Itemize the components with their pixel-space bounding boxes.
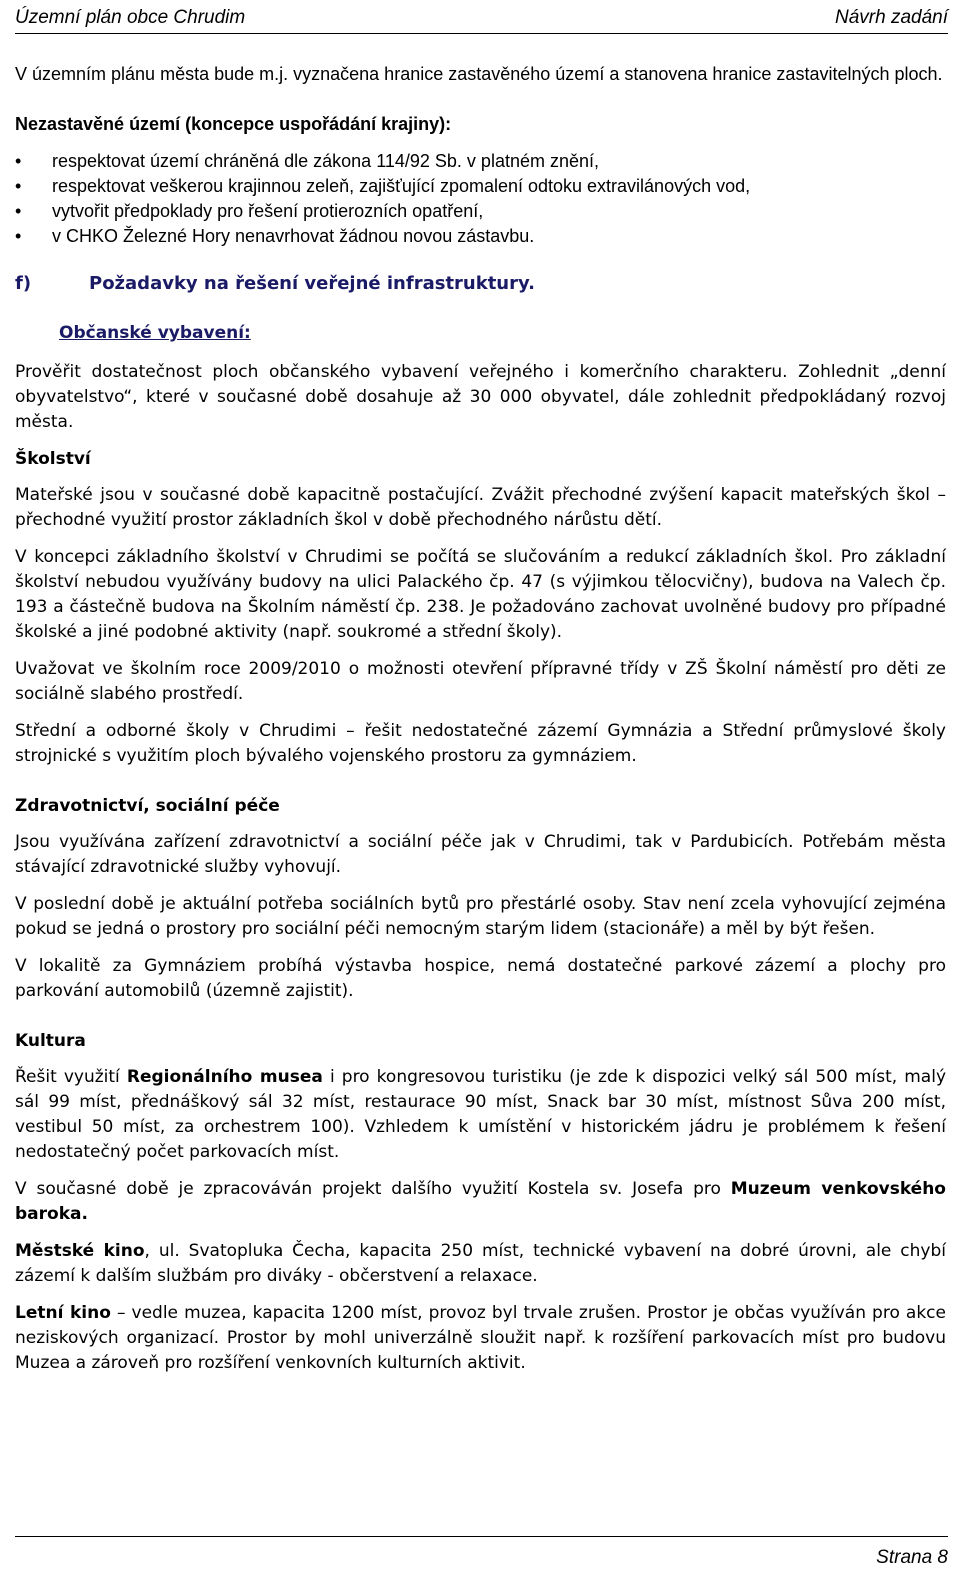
section-number: f) <box>15 273 32 294</box>
nezastavene-list <box>15 149 946 249</box>
kultura-heading: Kultura <box>15 1031 86 1051</box>
skolstvi-paragraph-1: Mateřské jsou v současné době kapacitně postačující. Zvážit přechodné zvýšení kapacit mateřských škol – přechodné využití prostor základních škol v době přechodného nárůstu dětí. <box>15 485 946 530</box>
mestske-kino-bold: Městské kino <box>15 1241 145 1261</box>
skolstvi-paragraph-2: V koncepci základního školství v Chrudimi se počítá se slučováním a redukcí základních škol. Pro základní školství nebudou využívány budovy na ulici Palackého čp. 47 (s výjimkou tělocvičny), budova na Valech čp. 193 a částečně budova na Školním náměstí čp. 238. Je požadováno zachovat uvolněné budovy pro případné školské a jiné podobné aktivity (např. soukromé a střední školy). <box>15 547 946 642</box>
section-title: Požadavky na řešení veřejné infrastruktury. <box>89 273 535 294</box>
zdravotnictvi-paragraph-3: V lokalitě za Gymnáziem probíhá výstavba hospice, nemá dostatečné parkové zázemí a plochy pro parkování automobilů (územně zajistit). <box>15 956 946 1001</box>
nezastavene-heading: Nezastavěné území (koncepce uspořádání krajiny): <box>15 114 452 134</box>
letni-kino-bold: Letní kino <box>15 1303 111 1323</box>
obcanske-heading-wrap <box>15 321 946 346</box>
skolstvi-paragraph-4: Střední a odborné školy v Chrudimi – řešit nedostatečné zázemí Gymnázia a Střední průmyslové školy strojnické s využitím ploch bývalého vojenského prostoru za gymnáziem. <box>15 721 946 766</box>
regionalni-museum-bold: Regionálního musea <box>126 1067 323 1087</box>
skolstvi-paragraph-3: Uvažovat ve školním roce 2009/2010 o možnosti otevření přípravné třídy v ZŠ Školní náměstí pro děti ze sociálně slabého prostředí. <box>15 659 946 704</box>
muzeum-baroka-bold: Muzeum venkovského baroka. <box>15 1179 946 1224</box>
kultura-paragraph-1: Řešit využití Regionálního musea i pro kongresovou turistiku (je zde k dispozici velký sál 500 míst, malý sál 99 míst, přednáškový sál 32 míst, restaurace 90 míst, Snack bar 30 míst, místnost Sůva 200 míst, vestibul 50 míst, za orchestrem 100). Vzhledem k umístění v historickém jádru je problémem k řešení nedostatečný počet parkovacích míst. <box>15 1067 947 1162</box>
obcanske-heading: Občanské vybavení: <box>59 323 251 343</box>
intro-paragraph: V územním plánu města bude m.j. vyznačena hranice zastavěného území a stanovena hranice zastavitelných ploch. <box>15 64 943 84</box>
page-footer <box>15 1536 948 1568</box>
obcanske-paragraph: Prověřit dostatečnost ploch občanského vybavení veřejného i komerčního charakteru. Zohlednit „denní obyvatelstvo“, které v současné době dosahuje až 30 000 obyvatel, dále zohlednit předpokládaný rozvoj města. <box>15 362 946 432</box>
zdravotnictvi-paragraph-1: Jsou využívána zařízení zdravotnictví a sociální péče jak v Chrudimi, tak v Pardubicích. Potřebám města stávající zdravotnické služby vyhovují. <box>15 832 946 877</box>
skolstvi-heading: Školství <box>15 449 91 469</box>
zdravotnictvi-heading: Zdravotnictví, sociální péče <box>15 796 280 816</box>
page-header <box>15 3 948 34</box>
kultura-paragraph-2: V současné době je zpracováván projekt dalšího využití Kostela sv. Josefa pro Muzeum venkovského baroka. <box>15 1179 946 1224</box>
kultura-paragraph-4: Letní kino – vedle muzea, kapacita 1200 míst, provoz byl trvale zrušen. Prostor je občas využíván pro akce neziskových organizací. Prostor by mohl univerzálně sloužit např. k rozšíření parkovacích míst pro budovu Muzea a zároveň pro rozšíření venkovních kulturních aktivit. <box>15 1303 946 1373</box>
list-item: • respektovat veškerou krajinnou zeleň, zajišťující zpomalení odtoku extravilánových vod, <box>15 174 946 199</box>
list-item: • vytvořit předpoklady pro řešení protierozních opatření, <box>15 199 946 224</box>
zdravotnictvi-paragraph-2: V poslední době je aktuální potřeba sociálních bytů pro přestárlé osoby. Stav není zcela vyhovující zejména pokud se jedná o prostory pro sociální péči nemocným starým lidem (stacionáře) a měl by být řešen. <box>15 894 946 939</box>
list-item: • v CHKO Železné Hory nenavrhovat žádnou novou zástavbu. <box>15 224 946 249</box>
document-title: Územní plán obce Chrudim <box>15 7 246 28</box>
list-item: • respektovat území chráněná dle zákona 114/92 Sb. v platném znění, <box>15 149 946 174</box>
section-f-heading <box>15 271 946 296</box>
page-number: Strana 8 <box>876 1547 948 1568</box>
document-type: Návrh zadání <box>834 7 948 28</box>
kultura-paragraph-3: Městské kino, ul. Svatopluka Čecha, kapacita 250 míst, technické vybavení na dobré úrovni, ale chybí zázemí k dalším službám pro diváky - občerstvení a relaxace. <box>15 1241 947 1286</box>
document-body <box>15 62 946 1376</box>
